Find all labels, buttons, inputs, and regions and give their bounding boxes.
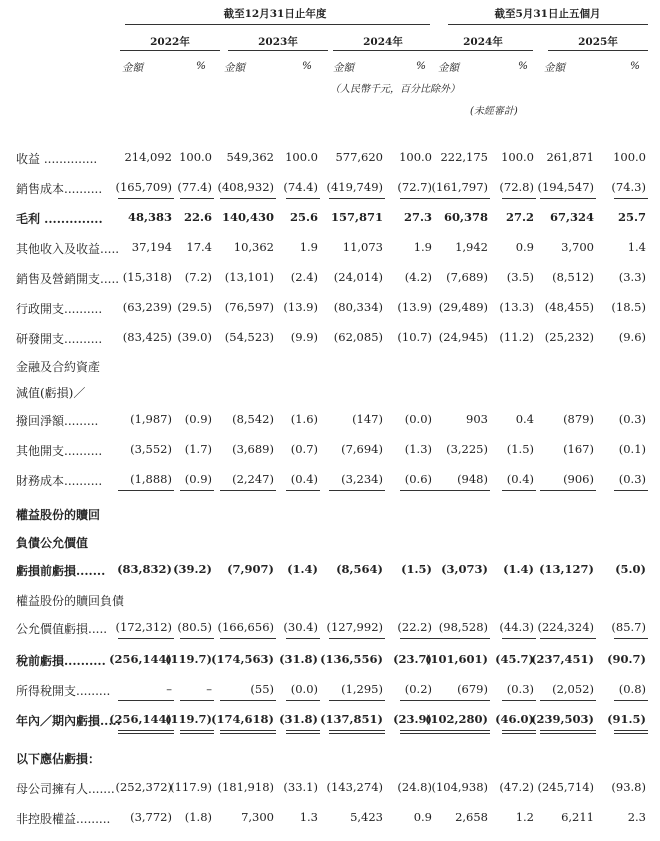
table-cell: (408,932) bbox=[217, 180, 274, 194]
header-rule-5m bbox=[448, 24, 648, 25]
row-label: 負債公允價值 bbox=[16, 536, 89, 550]
table-cell: (24,014) bbox=[333, 270, 383, 284]
row-underline bbox=[434, 638, 490, 639]
table-cell: (13.9) bbox=[397, 300, 432, 314]
table-cell: (143,274) bbox=[326, 780, 383, 794]
table-cell: (1.7) bbox=[184, 442, 212, 456]
row-label: 其他開支.......... bbox=[16, 444, 103, 458]
table-cell: 27.3 bbox=[403, 210, 432, 224]
table-cell: (1,295) bbox=[341, 682, 383, 696]
table-cell: (3.5) bbox=[506, 270, 534, 284]
table-cell: 27.2 bbox=[505, 210, 534, 224]
table-cell: (104,938) bbox=[431, 780, 488, 794]
row-underline bbox=[540, 700, 596, 701]
row-underline bbox=[180, 730, 214, 731]
table-cell: (47.2) bbox=[499, 780, 534, 794]
row-underline bbox=[502, 198, 536, 199]
table-cell: (3,234) bbox=[341, 472, 383, 486]
table-cell: (8,564) bbox=[336, 562, 383, 576]
row-label: 權益股份的贖回負債 bbox=[16, 594, 125, 608]
table-cell: (4.2) bbox=[404, 270, 432, 284]
table-cell: (29.5) bbox=[177, 300, 212, 314]
row-label: 年內／期內虧損..... bbox=[16, 714, 121, 728]
table-cell: (3,552) bbox=[130, 442, 172, 456]
table-cell: (3,689) bbox=[232, 442, 274, 456]
row-underline bbox=[180, 198, 214, 199]
table-cell: (252,372) bbox=[115, 780, 172, 794]
table-cell: (879) bbox=[563, 412, 594, 426]
row-underline bbox=[502, 700, 536, 701]
pct-column-header: % bbox=[630, 60, 640, 72]
table-cell: (239,503) bbox=[531, 712, 594, 726]
table-cell: (0.4) bbox=[290, 472, 318, 486]
group-header-5m: 截至5月31日止五個月 bbox=[494, 8, 601, 20]
pct-column-header: % bbox=[302, 60, 312, 72]
row-underline bbox=[540, 638, 596, 639]
table-cell: (72.8) bbox=[499, 180, 534, 194]
table-cell: (174,563) bbox=[211, 652, 274, 666]
row-underline bbox=[286, 198, 320, 199]
table-cell: (0.3) bbox=[618, 472, 646, 486]
table-cell: (117.9) bbox=[170, 780, 212, 794]
row-underline bbox=[329, 730, 385, 731]
row-label: 權益股份的贖回 bbox=[16, 508, 101, 522]
table-cell: (0.3) bbox=[618, 412, 646, 426]
row-label: 行政開支.......... bbox=[16, 302, 103, 316]
table-cell: (74.4) bbox=[283, 180, 318, 194]
table-cell: (80,334) bbox=[333, 300, 383, 314]
table-cell: (25,232) bbox=[544, 330, 594, 344]
table-cell: (0.7) bbox=[290, 442, 318, 456]
table-cell: (1.5) bbox=[506, 442, 534, 456]
row-underline bbox=[329, 700, 385, 701]
row-underline bbox=[220, 490, 276, 491]
row-underline bbox=[502, 638, 536, 639]
table-cell: (0.0) bbox=[290, 682, 318, 696]
table-cell: (83,425) bbox=[122, 330, 172, 344]
table-cell: (119.7) bbox=[165, 712, 212, 726]
row-underline bbox=[220, 700, 276, 701]
table-cell: (13,101) bbox=[224, 270, 274, 284]
table-cell: 222,175 bbox=[440, 150, 488, 164]
table-cell: 1.9 bbox=[413, 240, 432, 254]
table-cell: (8,542) bbox=[232, 412, 274, 426]
table-cell: 1.4 bbox=[627, 240, 646, 254]
unaudited-note: (未經審計) bbox=[470, 106, 518, 117]
table-cell: (7,689) bbox=[446, 270, 488, 284]
table-cell: 7,300 bbox=[241, 810, 274, 824]
table-cell: (3,772) bbox=[130, 810, 172, 824]
row-underline bbox=[118, 198, 174, 199]
table-cell: 1.3 bbox=[299, 810, 318, 824]
table-cell: (1.6) bbox=[290, 412, 318, 426]
table-cell: (15,318) bbox=[122, 270, 172, 284]
row-underline bbox=[540, 490, 596, 491]
row-label: 銷售及營銷開支..... bbox=[16, 272, 120, 286]
row-label: 收益 .............. bbox=[16, 152, 98, 166]
table-cell: (98,528) bbox=[438, 620, 488, 634]
row-underline bbox=[434, 198, 490, 199]
table-cell: (906) bbox=[563, 472, 594, 486]
table-cell: (256,144) bbox=[109, 712, 172, 726]
table-cell: (83,832) bbox=[117, 562, 172, 576]
amount-column-header: 金額 bbox=[224, 62, 245, 74]
table-cell: 60,378 bbox=[443, 210, 488, 224]
table-cell: (48,455) bbox=[544, 300, 594, 314]
row-underline bbox=[434, 730, 490, 731]
row-underline bbox=[118, 730, 174, 731]
table-cell: (137,851) bbox=[320, 712, 383, 726]
table-cell: 6,211 bbox=[561, 810, 594, 824]
table-cell: 903 bbox=[466, 412, 488, 426]
table-cell: (39.0) bbox=[177, 330, 212, 344]
row-label: 減值(虧損)／ bbox=[16, 386, 86, 400]
year-rule bbox=[548, 50, 648, 51]
row-underline bbox=[614, 198, 648, 199]
table-cell: (46.0) bbox=[495, 712, 534, 726]
row-underline bbox=[286, 733, 320, 734]
row-underline bbox=[118, 638, 174, 639]
table-cell: 140,430 bbox=[221, 210, 274, 224]
table-cell: (948) bbox=[457, 472, 488, 486]
row-underline bbox=[400, 490, 434, 491]
table-cell: 2,658 bbox=[455, 810, 488, 824]
table-cell: 25.7 bbox=[617, 210, 646, 224]
table-cell: 0.9 bbox=[515, 240, 534, 254]
table-cell: (7,907) bbox=[227, 562, 274, 576]
table-cell: (44.3) bbox=[499, 620, 534, 634]
row-underline bbox=[180, 733, 214, 734]
row-underline bbox=[400, 198, 434, 199]
table-cell: (0.2) bbox=[404, 682, 432, 696]
table-cell: (74.3) bbox=[611, 180, 646, 194]
table-cell: (256,144) bbox=[109, 652, 172, 666]
table-cell: (102,280) bbox=[425, 712, 488, 726]
row-underline bbox=[540, 198, 596, 199]
row-label: 其他收入及收益..... bbox=[16, 242, 120, 256]
row-underline bbox=[180, 700, 214, 701]
row-underline bbox=[502, 490, 536, 491]
table-cell: (72.7) bbox=[397, 180, 432, 194]
table-cell: 3,700 bbox=[561, 240, 594, 254]
table-cell: (11.2) bbox=[499, 330, 534, 344]
table-cell: (31.8) bbox=[279, 652, 318, 666]
table-cell: (29,489) bbox=[438, 300, 488, 314]
table-cell: – bbox=[206, 682, 212, 696]
table-cell: (1,888) bbox=[130, 472, 172, 486]
row-label: 研發開支.......... bbox=[16, 332, 103, 346]
table-cell: (7.2) bbox=[184, 270, 212, 284]
table-cell: (8,512) bbox=[552, 270, 594, 284]
table-cell: 5,423 bbox=[350, 810, 383, 824]
table-cell: (55) bbox=[250, 682, 274, 696]
table-cell: (2.4) bbox=[290, 270, 318, 284]
year-rule bbox=[120, 50, 220, 51]
row-label: 毛利 .............. bbox=[16, 212, 103, 226]
table-cell: (245,714) bbox=[537, 780, 594, 794]
row-underline bbox=[329, 638, 385, 639]
table-cell: (0.8) bbox=[618, 682, 646, 696]
amount-column-header: 金額 bbox=[544, 62, 565, 74]
table-cell: (45.7) bbox=[495, 652, 534, 666]
table-cell: 100.0 bbox=[501, 150, 534, 164]
row-underline bbox=[118, 490, 174, 491]
table-cell: (85.7) bbox=[611, 620, 646, 634]
table-cell: (22.2) bbox=[397, 620, 432, 634]
table-cell: 48,383 bbox=[127, 210, 172, 224]
row-underline bbox=[286, 490, 320, 491]
row-label: 金融及合約資產 bbox=[16, 360, 101, 374]
table-cell: (161,797) bbox=[431, 180, 488, 194]
table-cell: (3.3) bbox=[618, 270, 646, 284]
row-underline bbox=[286, 730, 320, 731]
table-cell: (3,073) bbox=[441, 562, 488, 576]
table-cell: (91.5) bbox=[607, 712, 646, 726]
table-cell: (9.9) bbox=[290, 330, 318, 344]
row-underline bbox=[502, 730, 536, 731]
row-underline bbox=[400, 700, 434, 701]
table-cell: (2,247) bbox=[232, 472, 274, 486]
row-label: 虧損前虧損....... bbox=[16, 564, 106, 578]
table-cell: (7,694) bbox=[341, 442, 383, 456]
row-label: 母公司擁有人....... bbox=[16, 782, 115, 796]
table-cell: (1.5) bbox=[401, 562, 432, 576]
group-header-fy: 截至12月31日止年度 bbox=[223, 8, 327, 20]
table-cell: (1.4) bbox=[503, 562, 534, 576]
table-cell: 0.9 bbox=[413, 810, 432, 824]
table-cell: (33.1) bbox=[283, 780, 318, 794]
row-underline bbox=[329, 198, 385, 199]
table-cell: (5.0) bbox=[615, 562, 646, 576]
pct-column-header: % bbox=[518, 60, 528, 72]
table-cell: (0.4) bbox=[506, 472, 534, 486]
table-cell: (174,618) bbox=[211, 712, 274, 726]
table-cell: 10,362 bbox=[233, 240, 274, 254]
row-label: 稅前虧損.......... bbox=[16, 654, 106, 668]
row-underline bbox=[540, 730, 596, 731]
row-underline bbox=[434, 490, 490, 491]
table-cell: (0.9) bbox=[184, 412, 212, 426]
row-underline bbox=[614, 490, 648, 491]
row-underline bbox=[220, 730, 276, 731]
table-cell: (172,312) bbox=[115, 620, 172, 634]
table-cell: 157,871 bbox=[330, 210, 383, 224]
table-cell: (1.4) bbox=[287, 562, 318, 576]
row-underline bbox=[614, 730, 648, 731]
table-cell: (18.5) bbox=[611, 300, 646, 314]
table-cell: 11,073 bbox=[342, 240, 383, 254]
table-cell: 100.0 bbox=[285, 150, 318, 164]
row-underline bbox=[434, 700, 490, 701]
table-cell: 214,092 bbox=[124, 150, 172, 164]
table-cell: (31.8) bbox=[279, 712, 318, 726]
table-cell: (54,523) bbox=[224, 330, 274, 344]
row-underline bbox=[614, 638, 648, 639]
year-header: 2024年 bbox=[363, 36, 403, 48]
row-underline bbox=[329, 490, 385, 491]
table-cell: (10.7) bbox=[397, 330, 432, 344]
row-label: 所得稅開支......... bbox=[16, 684, 111, 698]
row-underline bbox=[118, 733, 174, 734]
pct-column-header: % bbox=[196, 60, 206, 72]
table-cell: (119.7) bbox=[165, 652, 212, 666]
table-cell: (90.7) bbox=[607, 652, 646, 666]
row-underline bbox=[118, 700, 174, 701]
year-rule bbox=[433, 50, 533, 51]
row-underline bbox=[434, 733, 490, 734]
table-cell: (23.9) bbox=[393, 712, 432, 726]
table-cell: (24,945) bbox=[438, 330, 488, 344]
row-underline bbox=[614, 733, 648, 734]
table-cell: 261,871 bbox=[546, 150, 594, 164]
table-cell: (2,052) bbox=[552, 682, 594, 696]
table-cell: 100.0 bbox=[179, 150, 212, 164]
table-cell: (80.5) bbox=[177, 620, 212, 634]
table-cell: 0.4 bbox=[515, 412, 534, 426]
year-rule bbox=[333, 50, 433, 51]
table-cell: (39.2) bbox=[173, 562, 212, 576]
row-underline bbox=[286, 638, 320, 639]
table-cell: (13.3) bbox=[499, 300, 534, 314]
year-header: 2025年 bbox=[578, 36, 618, 48]
header-rule-fy bbox=[125, 24, 430, 25]
table-cell: (1.8) bbox=[184, 810, 212, 824]
table-cell: (166,656) bbox=[217, 620, 274, 634]
row-underline bbox=[614, 700, 648, 701]
row-label: 撥回淨額......... bbox=[16, 414, 99, 428]
table-cell: (101,601) bbox=[425, 652, 488, 666]
amount-column-header: 金額 bbox=[438, 62, 459, 74]
table-cell: (0.6) bbox=[404, 472, 432, 486]
table-cell: 25.6 bbox=[289, 210, 318, 224]
year-rule bbox=[228, 50, 328, 51]
row-label: 非控股權益......... bbox=[16, 812, 111, 826]
table-cell: (0.3) bbox=[506, 682, 534, 696]
table-cell: (1,987) bbox=[130, 412, 172, 426]
table-cell: (77.4) bbox=[177, 180, 212, 194]
row-underline bbox=[329, 733, 385, 734]
table-cell: (62,085) bbox=[333, 330, 383, 344]
table-cell: (63,239) bbox=[122, 300, 172, 314]
table-cell: 1.2 bbox=[515, 810, 534, 824]
table-cell: (237,451) bbox=[531, 652, 594, 666]
table-cell: (0.0) bbox=[404, 412, 432, 426]
table-cell: 1,942 bbox=[455, 240, 488, 254]
amount-column-header: 金額 bbox=[333, 62, 354, 74]
table-cell: (13.9) bbox=[283, 300, 318, 314]
table-cell: 577,620 bbox=[335, 150, 383, 164]
table-cell: (181,918) bbox=[217, 780, 274, 794]
table-cell: (93.8) bbox=[611, 780, 646, 794]
table-cell: (127,992) bbox=[326, 620, 383, 634]
table-cell: (3,225) bbox=[446, 442, 488, 456]
table-cell: (147) bbox=[352, 412, 383, 426]
year-header: 2024年 bbox=[463, 36, 503, 48]
table-cell: (224,324) bbox=[537, 620, 594, 634]
row-underline bbox=[180, 638, 214, 639]
table-cell: 2.3 bbox=[627, 810, 646, 824]
table-cell: (0.1) bbox=[618, 442, 646, 456]
pct-column-header: % bbox=[416, 60, 426, 72]
table-cell: (0.9) bbox=[184, 472, 212, 486]
row-label: 以下應佔虧損： bbox=[16, 752, 101, 766]
row-underline bbox=[540, 733, 596, 734]
table-cell: (194,547) bbox=[537, 180, 594, 194]
table-cell: (1.3) bbox=[404, 442, 432, 456]
row-label: 銷售成本.......... bbox=[16, 182, 103, 196]
table-cell: 549,362 bbox=[226, 150, 274, 164]
table-cell: (167) bbox=[563, 442, 594, 456]
table-cell: (23.7) bbox=[393, 652, 432, 666]
table-cell: (679) bbox=[457, 682, 488, 696]
row-underline bbox=[220, 638, 276, 639]
table-cell: 17.4 bbox=[186, 240, 212, 254]
row-label: 公允價值虧損..... bbox=[16, 622, 108, 636]
row-underline bbox=[502, 733, 536, 734]
row-underline bbox=[220, 198, 276, 199]
table-cell: (165,709) bbox=[115, 180, 172, 194]
row-underline bbox=[220, 733, 276, 734]
table-cell: 37,194 bbox=[131, 240, 172, 254]
table-cell: (76,597) bbox=[224, 300, 274, 314]
table-cell: 67,324 bbox=[549, 210, 594, 224]
row-underline bbox=[400, 730, 434, 731]
year-header: 2022年 bbox=[150, 36, 190, 48]
row-underline bbox=[286, 700, 320, 701]
table-cell: – bbox=[166, 682, 172, 696]
year-header: 2023年 bbox=[258, 36, 298, 48]
table-cell: (30.4) bbox=[283, 620, 318, 634]
table-cell: (13,127) bbox=[539, 562, 594, 576]
row-underline bbox=[400, 638, 434, 639]
row-label: 財務成本.......... bbox=[16, 474, 103, 488]
row-underline bbox=[400, 733, 434, 734]
table-cell: 1.9 bbox=[299, 240, 318, 254]
table-cell: (9.6) bbox=[618, 330, 646, 344]
table-cell: (419,749) bbox=[326, 180, 383, 194]
amount-column-header: 金額 bbox=[122, 62, 143, 74]
table-cell: (136,556) bbox=[320, 652, 383, 666]
table-cell: (24.8) bbox=[397, 780, 432, 794]
unit-note: （人民幣千元，百分比除外） bbox=[330, 84, 460, 95]
table-cell: 100.0 bbox=[399, 150, 432, 164]
table-cell: 100.0 bbox=[613, 150, 646, 164]
row-underline bbox=[180, 490, 214, 491]
table-cell: 22.6 bbox=[183, 210, 212, 224]
